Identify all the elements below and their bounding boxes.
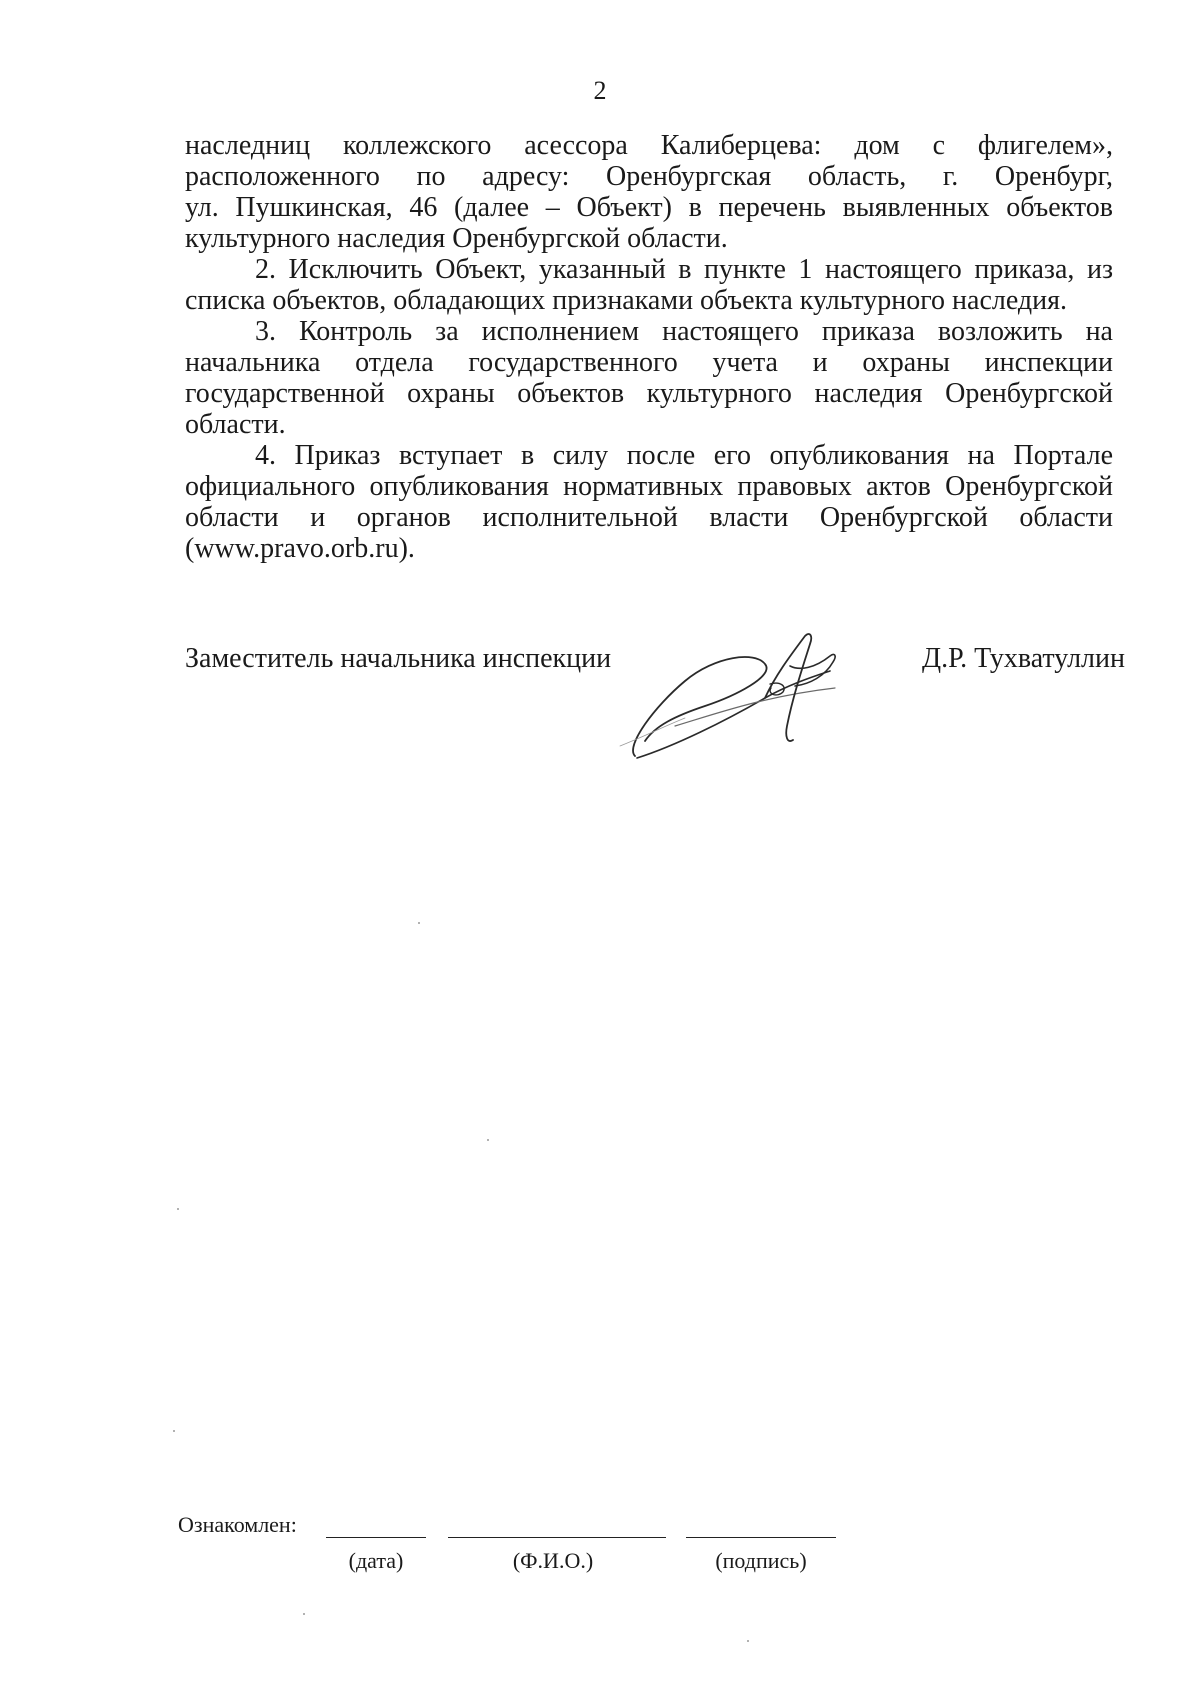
- signature-block: [185, 642, 1125, 792]
- body-line: ул. Пушкинская, 46 (далее – Объект) в перечень выявленных объектов: [185, 192, 1113, 223]
- signer-title: Заместитель начальника инспекции: [185, 643, 612, 674]
- name-blank-line: [448, 1537, 666, 1538]
- body-line: наследниц коллежского асессора Калиберцева: дом с флигелем»,: [185, 130, 1113, 161]
- clause-3-line: 3. Контроль за исполнением настоящего приказа возложить на: [255, 316, 1113, 347]
- signer-name: Д.Р. Тухватуллин: [922, 643, 1125, 674]
- body-line: культурного наследия Оренбургской области.: [185, 223, 728, 254]
- clause-2-line: 2. Исключить Объект, указанный в пункте 1 настоящего приказа, из: [255, 254, 1113, 285]
- name-caption: (Ф.И.О.): [512, 1548, 594, 1573]
- clause-2-line: списка объектов, обладающих признаками объекта культурного наследия.: [185, 285, 1068, 316]
- clause-4-line: 4. Приказ вступает в силу после его опубликования на Портале: [255, 440, 1113, 471]
- scan-speck: [418, 922, 420, 924]
- date-blank-line: [326, 1537, 426, 1538]
- clause-4-line: (www.pravo.orb.ru).: [185, 533, 415, 564]
- scan-speck: [487, 1139, 489, 1141]
- signature-caption: (подпись): [715, 1548, 807, 1573]
- scan-speck: [177, 1208, 179, 1210]
- date-caption: (дата): [348, 1548, 404, 1573]
- signature-blank-line: [686, 1537, 836, 1538]
- clause-3-line: начальника отдела государственного учета и охраны инспекции: [185, 347, 1113, 378]
- clause-4-line: области и органов исполнительной власти Оренбургской области: [185, 502, 1113, 533]
- clause-3-line: государственной охраны объектов культурного наследия Оренбургской: [185, 378, 1113, 409]
- clause-4-line: официального опубликования нормативных правовых актов Оренбургской: [185, 471, 1113, 502]
- acknowledgement-block: [178, 1512, 898, 1592]
- scan-speck: [173, 1430, 175, 1432]
- handwritten-signature: [615, 626, 865, 776]
- scan-speck: [747, 1640, 749, 1642]
- body-line: расположенного по адресу: Оренбургская область, г. Оренбург,: [185, 161, 1113, 192]
- order-body-text: [185, 130, 1113, 564]
- clause-3-line: области.: [185, 409, 286, 440]
- scan-speck: [303, 1613, 305, 1615]
- acknowledgement-label: Ознакомлен:: [178, 1512, 297, 1537]
- page-number: 2: [593, 76, 607, 105]
